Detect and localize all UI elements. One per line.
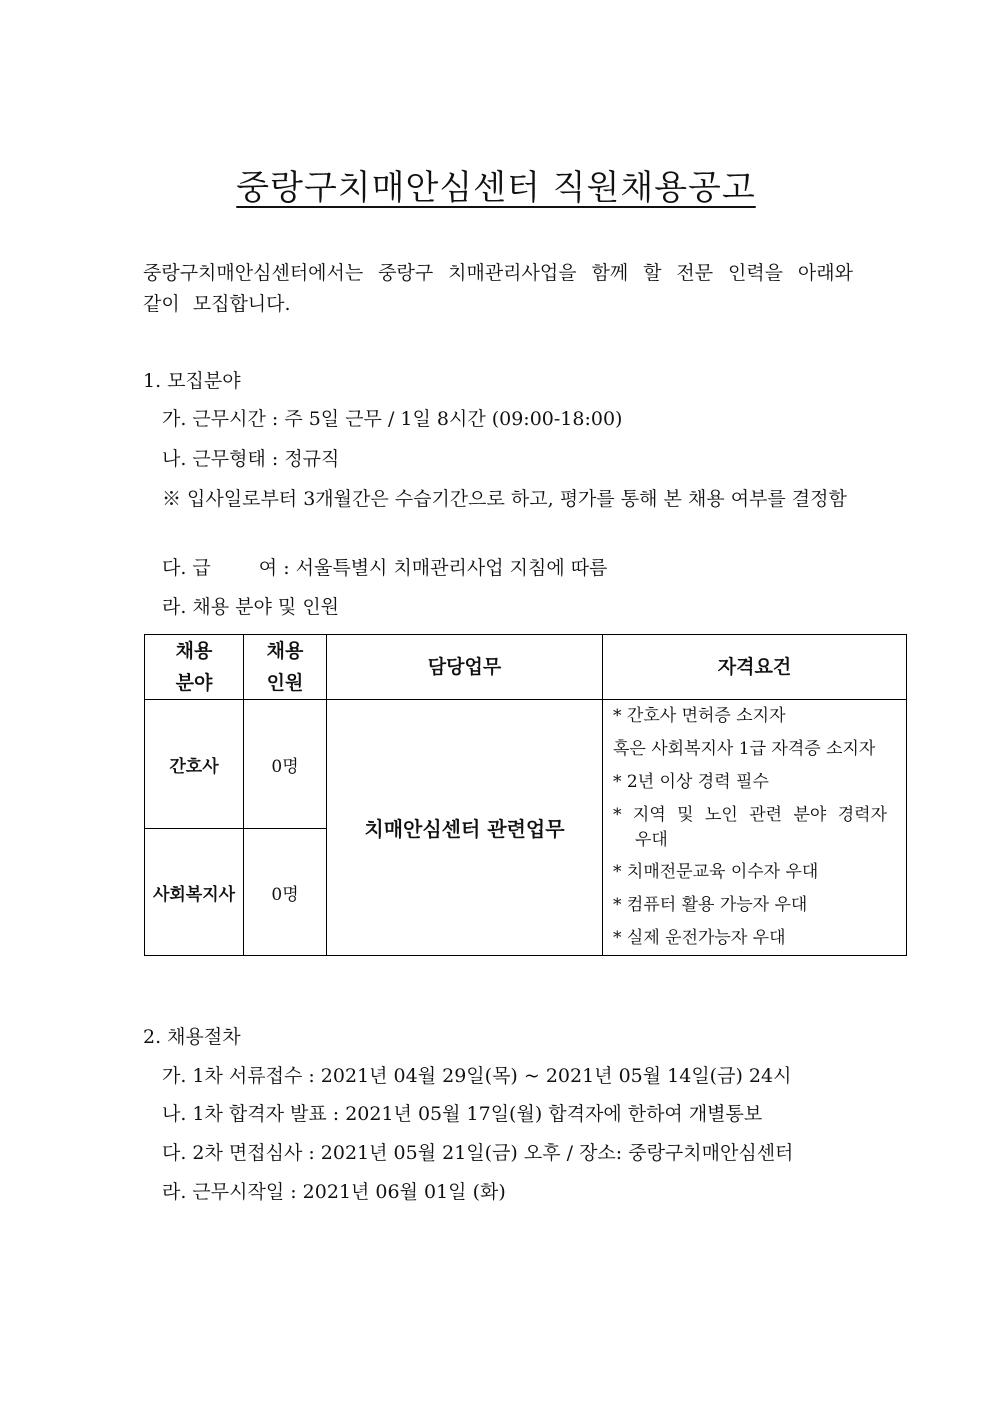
requirement-item: * 간호사 면허증 소지자 — [613, 706, 786, 726]
duty-cell: 치매안심센터 관련업무 — [327, 700, 603, 956]
header-count-line2: 인원 — [266, 672, 304, 694]
row-field: 사회복지사 — [145, 829, 244, 956]
requirement-item: * 치매전문교육 이수자 우대 — [613, 862, 819, 882]
requirement-item: * 실제 운전가능자 우대 — [613, 928, 786, 948]
section1-item-ga: 가. 근무시간 : 주 5일 근무 / 1일 8시간 (09:00-18:00) — [162, 408, 623, 430]
header-requirements: 자격요건 — [603, 635, 907, 700]
header-duty: 담당업무 — [327, 635, 603, 700]
salary-value: 여 : 서울특별시 치매관리사업 지침에 따름 — [258, 557, 608, 579]
table-header-row — [145, 635, 907, 700]
row-field: 간호사 — [145, 700, 244, 829]
recruitment-table — [144, 634, 907, 956]
requirement-item — [613, 799, 898, 856]
document-title — [0, 160, 992, 209]
requirement-item: 혹은 사회복지사 1급 자격증 소지자 — [613, 739, 876, 759]
row-count: 0명 — [244, 700, 327, 829]
header-field — [145, 635, 244, 700]
requirement-item: * 컴퓨터 활용 가능자 우대 — [613, 895, 808, 915]
requirement-text: * 지역 및 노인 관련 분야 경력자 — [613, 805, 887, 825]
section2-heading: 2. 채용절차 — [143, 1026, 241, 1048]
document-title-text: 중랑구치매안심센터 직원채용공고 — [236, 168, 756, 208]
section1-item-ra: 라. 채용 분야 및 인원 — [162, 596, 340, 618]
requirement-item: * 2년 이상 경력 필수 — [613, 772, 769, 792]
section1-item-na: 나. 근무형태 : 정규직 — [162, 448, 340, 470]
header-count — [244, 635, 327, 700]
section2-item-ga: 가. 1차 서류접수 : 2021년 04월 29일(목) ~ 2021년 05월 14일(금) 24시 — [162, 1065, 792, 1087]
section1-heading: 1. 모집분야 — [143, 370, 241, 392]
section1-item-da — [162, 555, 607, 581]
header-field-line2: 분야 — [175, 672, 213, 694]
header-count-line1: 채용 — [266, 640, 304, 662]
intro-paragraph: 중랑구치매안심센터에서는 중랑구 치매관리사업을 함께 할 전문 인력을 아래와 같이 모집합니다. — [143, 262, 853, 315]
header-field-line1: 채용 — [175, 640, 213, 662]
row-count: 0명 — [244, 829, 327, 956]
salary-label: 다. 급 — [162, 557, 211, 579]
section2-item-da: 다. 2차 면접심사 : 2021년 05월 21일(금) 오후 / 장소: 중랑구치매안심센터 — [162, 1142, 794, 1164]
table-row — [145, 700, 907, 829]
requirements-cell — [603, 700, 907, 956]
requirement-continuation: 우대 — [635, 830, 668, 850]
section2-item-na: 나. 1차 합격자 발표 : 2021년 05월 17일(월) 합격자에 한하여 개별통보 — [162, 1103, 763, 1125]
section2-item-ra: 라. 근무시작일 : 2021년 06월 01일 (화) — [162, 1181, 506, 1203]
probation-note: ※ 입사일로부터 3개월간은 수습기간으로 하고, 평가를 통해 본 채용 여부를 결정함 — [162, 488, 847, 510]
